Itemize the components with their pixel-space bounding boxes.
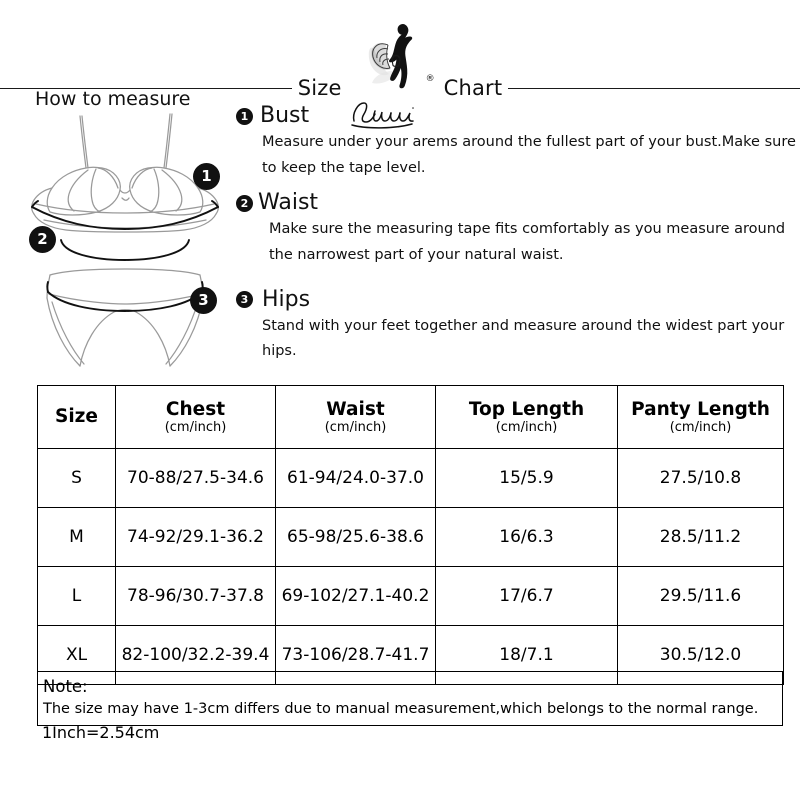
column-header-top-length [436, 386, 618, 449]
illustration-marker-1: 1 [193, 163, 220, 190]
banner-word-chart: Chart [443, 75, 503, 100]
instruction-waist [236, 191, 800, 268]
step-number-2: 2 [236, 195, 253, 212]
instruction-bust-text: Measure under your arems around the fullest part of your bust.Make sure to keep the tape level. [262, 134, 796, 176]
cell-chest: 78-96/30.7-37.8 [116, 567, 276, 626]
cell-panty-length: 29.5/11.6 [618, 567, 784, 626]
illustration-marker-2: 2 [29, 226, 56, 253]
cell-waist: 61-94/24.0-37.0 [276, 449, 436, 508]
table-row [38, 449, 784, 508]
column-header-panty-length-label: Panty Length [631, 398, 770, 420]
cell-size: M [38, 508, 116, 567]
table-row [38, 508, 784, 567]
instruction-waist-title: Waist [258, 189, 319, 215]
fairy-silhouette-icon [362, 19, 424, 91]
note-box [37, 671, 783, 726]
column-header-waist-unit: (cm/inch) [324, 419, 387, 435]
cell-chest: 74-92/29.1-36.2 [116, 508, 276, 567]
banner-rule-right [508, 88, 800, 89]
cell-panty-length: 27.5/10.8 [618, 449, 784, 508]
cell-size: S [38, 449, 116, 508]
column-header-waist [276, 386, 436, 449]
table-row [38, 567, 784, 626]
registered-trademark-icon: ® [425, 74, 435, 84]
how-to-measure-title: How to measure [35, 88, 191, 110]
column-header-chest [116, 386, 276, 449]
column-header-size [38, 386, 116, 449]
instruction-hips-header [236, 288, 800, 312]
cell-panty-length: 28.5/11.2 [618, 508, 784, 567]
column-header-size-label: Size [55, 406, 98, 428]
instruction-hips [236, 288, 800, 365]
step-number-1: 1 [236, 108, 253, 125]
cell-waist: 65-98/25.6-38.6 [276, 508, 436, 567]
illustration-marker-3: 3 [190, 287, 217, 314]
instruction-bust-title: Bust [260, 103, 310, 128]
column-header-chest-label: Chest [165, 398, 226, 420]
table-header-row [38, 386, 784, 449]
cell-size: XL [38, 626, 116, 685]
note-title: Note: [43, 677, 88, 696]
note-text: The size may have 1-3cm differs due to manual measurement,which belongs to the normal range. [43, 700, 759, 717]
cell-size: L [38, 567, 116, 626]
cell-chest: 82-100/32.2-39.4 [116, 626, 276, 685]
instruction-bust [236, 104, 800, 181]
column-header-waist-label: Waist [326, 398, 385, 420]
step-number-3: 3 [236, 291, 253, 308]
banner-word-size: Size [297, 75, 342, 100]
column-header-top-length-unit: (cm/inch) [495, 419, 558, 435]
cell-top-length: 18/7.1 [436, 626, 618, 685]
size-table [37, 385, 784, 685]
column-header-panty-length-unit: (cm/inch) [669, 419, 732, 435]
instruction-bust-header [236, 104, 800, 128]
cell-top-length: 17/6.7 [436, 567, 618, 626]
cell-chest: 70-88/27.5-34.6 [116, 449, 276, 508]
instruction-waist-text: Make sure the measuring tape fits comfortably as you measure around the narrowest part of your natural waist. [269, 221, 786, 263]
column-header-chest-unit: (cm/inch) [164, 419, 227, 435]
cell-waist: 73-106/28.7-41.7 [276, 626, 436, 685]
cell-waist: 69-102/27.1-40.2 [276, 567, 436, 626]
cell-top-length: 15/5.9 [436, 449, 618, 508]
measurement-instructions [236, 104, 800, 367]
size-table-container [37, 385, 783, 685]
instruction-hips-title: Hips [262, 286, 311, 312]
cell-top-length: 16/6.3 [436, 508, 618, 567]
instruction-waist-header [236, 191, 800, 215]
inch-conversion-text: 1Inch=2.54cm [42, 723, 160, 742]
column-header-top-length-label: Top Length [468, 398, 585, 420]
column-header-panty-length [618, 386, 784, 449]
instruction-hips-text: Stand with your feet together and measure around the widest part your hips. [262, 318, 785, 360]
cell-panty-length: 30.5/12.0 [618, 626, 784, 685]
